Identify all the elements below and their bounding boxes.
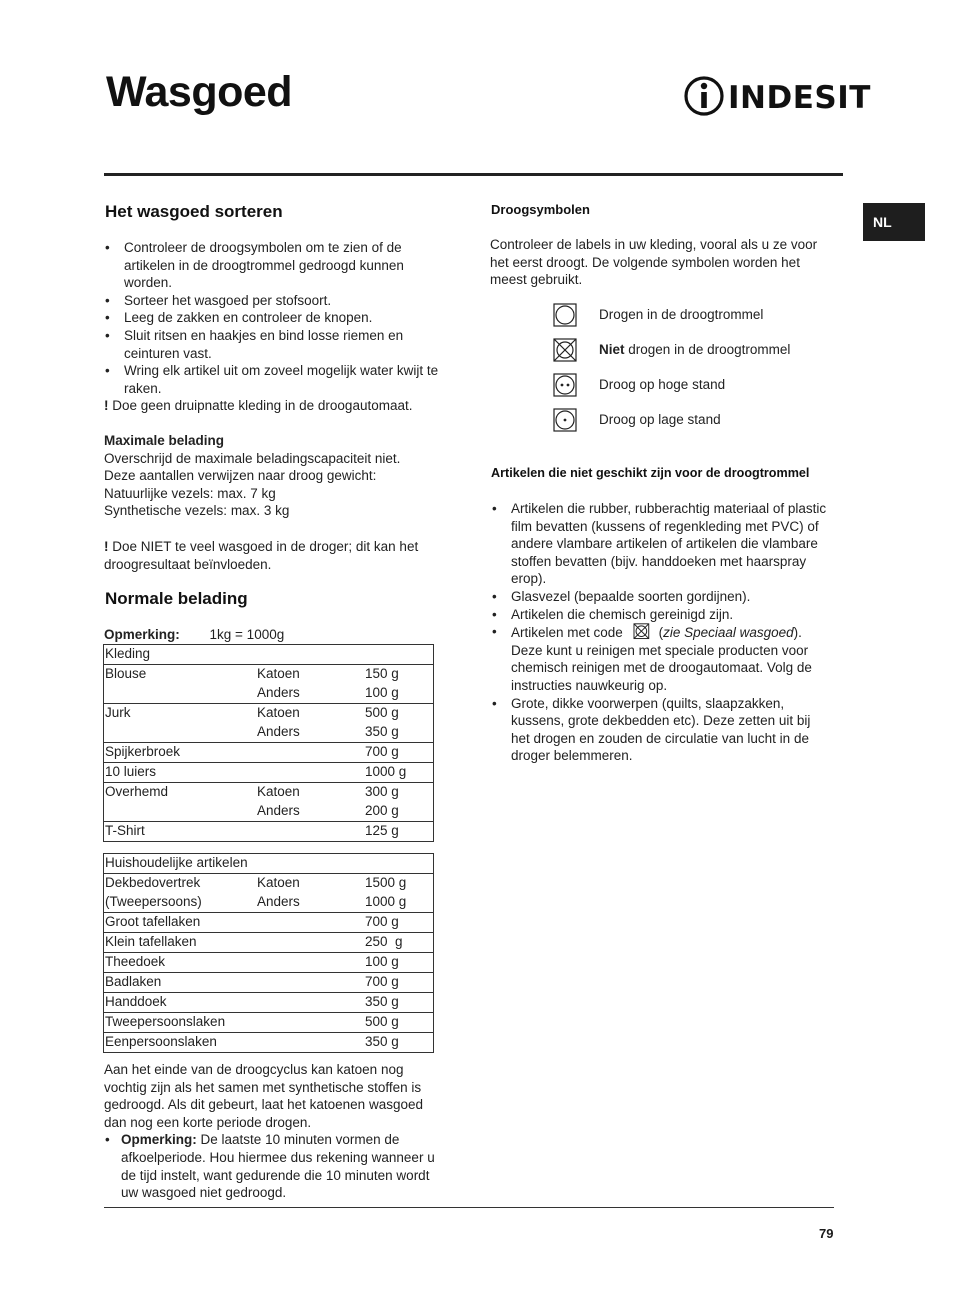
weight-cell: 700 g (364, 913, 434, 933)
list-item: • Glasvezel (bepaalde soorten gordijnen). (491, 588, 831, 606)
table-row (104, 953, 434, 973)
weight-cell: 100 g (365, 685, 399, 700)
item-cell (104, 802, 257, 822)
max-load-line: Synthetische vezels: max. 3 kg (104, 503, 290, 519)
item-cell: Spijkerbroek (104, 743, 257, 763)
symbols-heading: Droogsymbolen (491, 202, 590, 217)
code-item-prefix: Artikelen met code (511, 625, 623, 641)
weight-cell: 700 g (364, 973, 434, 993)
weight-cell: 350 g (364, 993, 434, 1013)
fabric-cell: Katoen (256, 665, 364, 685)
fabric-cell (256, 822, 364, 842)
normal-load-heading (105, 589, 248, 609)
weight-cell: 350 g (365, 724, 399, 739)
tumble-dry-low-icon (553, 408, 577, 432)
weight-cell: 500 g (364, 704, 434, 724)
table-row (104, 874, 434, 894)
list-item: • Sluit ritsen en haakjes en bind losse riemen en ceinturen vast. (104, 327, 440, 362)
final-note-text: De laatste 10 minuten vormen de afkoelperiode. Hou hiermee dus rekening wanneer u de tijd instelt, want gedurende die 10 minuten wordt uw wasgoed niet gedroogd. (121, 1132, 435, 1201)
symbol-label: Droog op lage stand (599, 412, 721, 427)
fabric-cell (256, 1033, 364, 1053)
max-load-line: Deze aantallen verwijzen naar droog gewicht: (104, 468, 377, 484)
sort-list (104, 239, 440, 397)
table-row (104, 743, 434, 763)
do-not-tumble-dry-icon (633, 623, 653, 641)
fabric-cell (256, 1013, 364, 1033)
weight-cell: 500 g (364, 1013, 434, 1033)
symbol-label: Droog op hoge stand (599, 377, 726, 392)
unsuitable-list (491, 500, 831, 765)
item-cell: Tweepersoonslaken (104, 1013, 257, 1033)
item-cell: Dekbedovertrek (104, 874, 257, 894)
item-cell: Eenpersoonslaken (104, 1033, 257, 1053)
item-cell: Theedoek (104, 953, 257, 973)
table-header: Kleding (105, 646, 151, 661)
table-row (104, 893, 434, 913)
indesit-logo-icon (684, 74, 724, 118)
warning-text: Doe geen druipnatte kleding in de droogautomaat. (112, 398, 413, 414)
sort-heading-text: Het wasgoed sorteren (105, 202, 283, 221)
tumble-dry-high-icon (553, 373, 577, 397)
page-title: Wasgoed (106, 68, 293, 116)
weight-cell: 350 g (364, 1033, 434, 1053)
table-row (104, 684, 434, 704)
weight-cell: 300 g (364, 783, 434, 803)
weight-cell: 1500 g (364, 874, 434, 894)
end-paragraph: Aan het einde van de droogcyclus kan katoen nog vochtig zijn als het samen met synthetische stoffen is gedroogd. Als dit gebeurt, laat het katoenen wasgoed dan nog een korte periode drogen. (104, 1062, 423, 1130)
fabric-cell (256, 933, 364, 953)
table-row (104, 1033, 434, 1053)
list-item: • Wring elk artikel uit om zoveel mogelijk water kwijt te raken. (104, 362, 440, 397)
item-cell: Klein tafellaken (104, 933, 257, 953)
fabric-cell (256, 913, 364, 933)
table-row (104, 913, 434, 933)
item-cell (104, 723, 257, 743)
unit-note (104, 626, 284, 644)
fabric-cell: Anders (257, 724, 300, 739)
list-item: • Controleer de droogsymbolen om te zien of de artikelen in de droogtrommel gedroogd kunnen worden. (104, 239, 440, 292)
item-cell: (Tweepersoons) (105, 894, 202, 909)
item-cell: Handdoek (104, 993, 257, 1013)
fabric-cell (256, 993, 364, 1013)
weight-cell: 1000 g (365, 894, 407, 909)
clothing-table (103, 644, 434, 842)
page-number: 79 (819, 1226, 834, 1241)
symbol-label: Drogen in de droogtrommel (599, 307, 764, 322)
table-row (104, 723, 434, 743)
warning-dripping (104, 397, 440, 415)
warning-mark: ! (104, 539, 109, 554)
note-label: Opmerking: (104, 627, 180, 642)
item-cell (104, 684, 257, 704)
warning-text: Doe NIET te veel wasgoed in de droger; dit kan het droogresultaat beïnvloeden. (104, 539, 419, 572)
table-row (104, 665, 434, 685)
item-cell: T-Shirt (104, 822, 257, 842)
weight-cell: 250 g (364, 933, 434, 953)
fabric-cell: Anders (257, 685, 300, 700)
fabric-cell (256, 973, 364, 993)
item-cell: Blouse (104, 665, 257, 685)
table-header: Huishoudelijke artikelen (105, 855, 248, 870)
unsuitable-heading: Artikelen die niet geschikt zijn voor de droogtrommel (491, 466, 810, 480)
fabric-cell: Katoen (256, 874, 364, 894)
symbol-label (599, 342, 790, 357)
final-note-label: Opmerking: (121, 1132, 197, 1148)
end-paragraph-block (104, 1061, 440, 1202)
item-cell: Groot tafellaken (104, 913, 257, 933)
max-load-line: Overschrijd de maximale beladingscapaciteit niet. (104, 450, 401, 466)
brand-name: INDESIT (728, 80, 871, 116)
table-row (104, 704, 434, 724)
symbols-intro: Controleer de labels in uw kleding, vooral als u ze voor het eerst droogt. De volgende symbolen worden het meest gebruikt. (490, 237, 818, 288)
fabric-cell (256, 743, 364, 763)
table-row (104, 993, 434, 1013)
list-item: • Grote, dikke voorwerpen (quilts, slaapzakken, kussens, grote dekbedden etc). Deze zetten uit bij het drogen en zouden de circulatie van lucht in de droger belemmeren. (491, 695, 831, 765)
fabric-cell: Katoen (256, 704, 364, 724)
item-cell: Badlaken (104, 973, 257, 993)
fabric-cell (256, 953, 364, 973)
indesit-logo (684, 74, 871, 118)
weight-cell: 125 g (364, 822, 434, 842)
weight-cell: 200 g (365, 803, 399, 818)
table-row (104, 933, 434, 953)
weight-cell: 100 g (364, 953, 434, 973)
table-row (104, 973, 434, 993)
header-divider (104, 173, 843, 176)
table-row (104, 783, 434, 803)
list-item: • Artikelen die rubber, rubberachtig materiaal of plastic film bevatten (kussens of regenkleding met PVC) of andere vlambare artikelen of artikelen die vlambare stoffen bevatten (bijv. handdoeken met haarspray erop). (491, 500, 831, 588)
symbol-label-bold: Niet (599, 342, 625, 357)
language-tab: NL (863, 203, 925, 241)
list-item (104, 1131, 440, 1201)
weight-cell: 150 g (364, 665, 434, 685)
list-item: • Leeg de zakken en controleer de knopen. (104, 309, 440, 327)
code-item-rest: Deze kunt u reinigen met speciale producten voor chemisch reinigen met de droogautomaat. Volg de instructies nauwkeurig op. (511, 642, 812, 693)
footer-divider (104, 1207, 834, 1208)
warning-overload (104, 538, 440, 573)
list-item: • Artikelen met code (zie Speciaal wasgoed). Deze kunt u reinigen met speciale producten voor chemisch reinigen met de droogautomaat. Volg de instructies nauwkeurig op. (491, 623, 831, 694)
weight-cell: 1000 g (364, 763, 434, 783)
weight-cell: 700 g (364, 743, 434, 763)
sort-list-block (104, 239, 440, 415)
symbol-label-rest: drogen in de droogtrommel (628, 342, 791, 357)
fabric-cell: Anders (257, 803, 300, 818)
table-row (104, 763, 434, 783)
fabric-cell: Anders (257, 894, 300, 909)
sort-heading (105, 202, 283, 222)
item-cell: Jurk (104, 704, 257, 724)
table-row (104, 822, 434, 842)
final-note-list (104, 1131, 440, 1201)
item-cell: Overhemd (104, 783, 257, 803)
fabric-cell: Katoen (256, 783, 364, 803)
do-not-tumble-dry-icon (553, 338, 577, 362)
normal-load-heading-text: Normale belading (105, 589, 248, 608)
fabric-cell (256, 763, 364, 783)
max-load-line: Natuurlijke vezels: max. 7 kg (104, 485, 276, 501)
note-value: 1kg = 1000g (209, 627, 285, 642)
warning-mark: ! (104, 398, 109, 414)
code-item-reference: zie Speciaal wasgoed (663, 625, 794, 641)
unsuitable-block (491, 500, 831, 765)
max-load-block (104, 432, 440, 520)
list-item: • Sorteer het wasgoed per stofsoort. (104, 292, 440, 310)
table-row (104, 1013, 434, 1033)
max-load-heading: Maximale belading (104, 433, 225, 448)
item-cell: 10 luiers (104, 763, 257, 783)
tumble-dry-icon (553, 303, 577, 327)
table-row (104, 802, 434, 822)
household-table (103, 853, 434, 1053)
list-item: • Artikelen die chemisch gereinigd zijn. (491, 606, 831, 624)
